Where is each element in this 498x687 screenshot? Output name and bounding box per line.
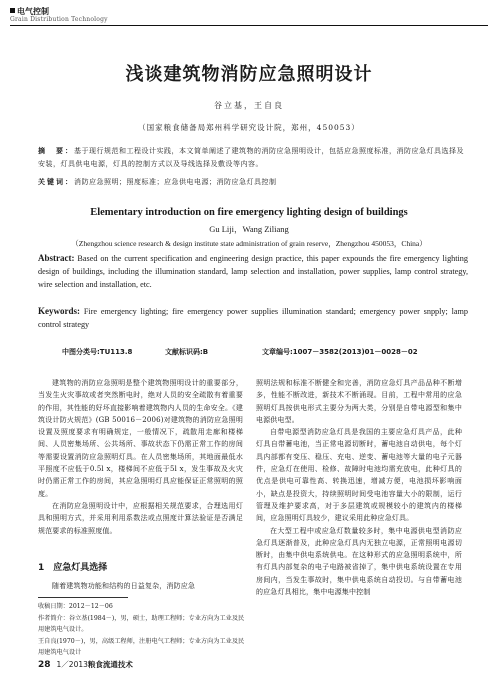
footnote-author-2: 王自良(1970－)，男，高级工程师，注册电气工程师；专业方向为工业及民用建筑电气设计 xyxy=(38,637,245,657)
page-number: 28 xyxy=(38,660,51,670)
english-keywords-text: Fire emergency lighting; fire emergency power supplies illumination standard; emergency power snpply; lamp control strategy xyxy=(38,307,468,330)
abstract-cn-label: 摘 要： xyxy=(38,147,74,155)
abstract-cn-text: 基于现行规范和工程设计实践，本文简单阐述了建筑物的消防应急照明设计，包括应急照度标准，消防应急灯具选择及安装，灯具供电电源，灯具的控制方式以及导线选择及敷设等内容。 xyxy=(38,147,464,168)
english-title: Elementary introduction on fire emergency lighting design of buildings xyxy=(90,207,408,218)
english-abstract xyxy=(38,252,468,292)
section-name: 电气控制 xyxy=(17,7,49,16)
paper-title: 浅谈建筑物消防应急照明设计 xyxy=(125,64,373,85)
affiliation: （国家粮食储备局郑州科学研究设计院，郑州，450053） xyxy=(138,123,360,132)
body-column-right xyxy=(256,377,462,598)
english-authors: Gu Liji，Wang Ziliang xyxy=(209,224,289,234)
header-rule xyxy=(10,25,488,26)
body-paragraph: 自带电源型消防应急灯具是我国的主要应急灯具产品，此种灯具自带蓄电池，当正常电源切断时，蓄电池自动供电，每个灯具内部都有变压、稳压、充电、逆变、蓄电池等大量的电子元器件，应急灯在使用、检修、故障时电池均需充放电，此种灯具的优点是供电可靠性高、转换迅速，增减方便，电池损坏影响面小，缺点是投资大，持续照明时间受电池容量大小的限制，运行管理及维护要求高，对于多层建筑或规模较小的建筑内的楼梯间，应急照明灯具较少，建议采用此种应急灯具。 xyxy=(256,428,462,523)
footnote-rule xyxy=(38,597,128,598)
authors: 谷立基，王自良 xyxy=(214,101,284,110)
body-paragraph: 建筑物的消防应急照明是整个建筑物照明设计的重要部分，当发生火灾事故或者突然断电时，绝对人员的安全疏散有着重要的作用，其性能的好坏直接影响着建筑物内人员的生命安全。《建筑设计防火规范》(GB 50016－2006)对建筑物的消防应急照明设置及照度要求有明确规定，一般情况下，疏散用走廊和楼梯间、人员密集场所、公共场所、事故状态下仍需正常工作的房间等需要设置消防应急照明灯具。在人员密集场所，其地面最低水平照度不应低于0.5l x，楼梯间不应低于5l x，发生事故及火灾时仍需正常工作的房间，其应急照明灯具应能保证正常照明的照度。 xyxy=(38,379,243,498)
journal-subtitle: Grain Distribution Technology xyxy=(10,16,108,23)
keywords-cn-label: 关键词： xyxy=(38,178,74,186)
keywords-cn xyxy=(38,176,466,189)
body-paragraph: 照明法规和标准不断健全和完善，消防应急灯具产品品种不断增多，性能不断改进，新技术不断涌现。目前，工程中常用的应急照明灯具按供电形式主要分为两大类，分别是自带电源型和集中电源供电型。 xyxy=(256,379,462,424)
section-text: 随着建筑物功能和结构的日益复杂，消防应急 xyxy=(52,582,195,590)
square-bullet-icon xyxy=(10,8,15,13)
footnote-received: 收稿日期：2012－12－06 xyxy=(38,603,113,610)
english-affiliation: （Zhengzhou science research & design institute state administration of grain reserve，Zhengzhou 450053，China） xyxy=(71,239,427,248)
body-column-left xyxy=(38,377,243,537)
abstract-cn xyxy=(38,145,466,171)
footnote-author-1: 作者简介：谷立基(1984－)，男，硕士，助理工程师；专业方向为工业及民用建筑电气设计。 xyxy=(38,614,245,634)
document-code: 文献标识码:B xyxy=(165,348,209,356)
body-paragraph: 在大型工程中或应急灯数量较多时，集中电源供电型消防应急灯具逐渐普及，此种应急灯具内无独立电源，正常照明电源切断时，由集中供电系统供电。在这种形式的应急照明系统中，所有灯具内部复杂的电子电路被省掉了，集中供电系统设置在专用房间内，当发生事故时，集中供电系统自动投切。与自带蓄电池的应急灯具相比，集中电源集中控制 xyxy=(256,526,462,597)
issue-number: 1／2013 xyxy=(56,660,88,669)
keywords-cn-text: 消防应急照明；照度标准；应急供电电源；消防应急灯具控制 xyxy=(74,178,277,186)
body-paragraph: 在消防应急照明设计中，应根据相关规范要求，合理选用灯具和照明方式，并采用利用系数法或点照度计算法验证是否满足规范要求的标准照度值。 xyxy=(38,501,243,535)
english-abstract-text: Based on the current specification and engineering design practice, this paper expounds the fire emergency lighting design of buildings, including the illumination standard, lamp selection and installation, power supplies, lamp control strategy, wire selection and installation, etc. xyxy=(38,254,468,290)
english-abstract-label: Abstract: xyxy=(38,253,75,263)
page-footer xyxy=(38,659,133,670)
english-keywords-label: Keywords: xyxy=(38,306,80,316)
journal-name: 粮食流通技术 xyxy=(87,660,133,669)
article-number: 文章编号:1007－3582(2013)01－0028－02 xyxy=(262,348,418,356)
footnote xyxy=(38,601,246,659)
clc-number: 中图分类号:TU113.8 xyxy=(62,348,133,356)
section-heading: 1 应急灯具选择 xyxy=(38,563,108,573)
english-keywords xyxy=(38,305,468,331)
